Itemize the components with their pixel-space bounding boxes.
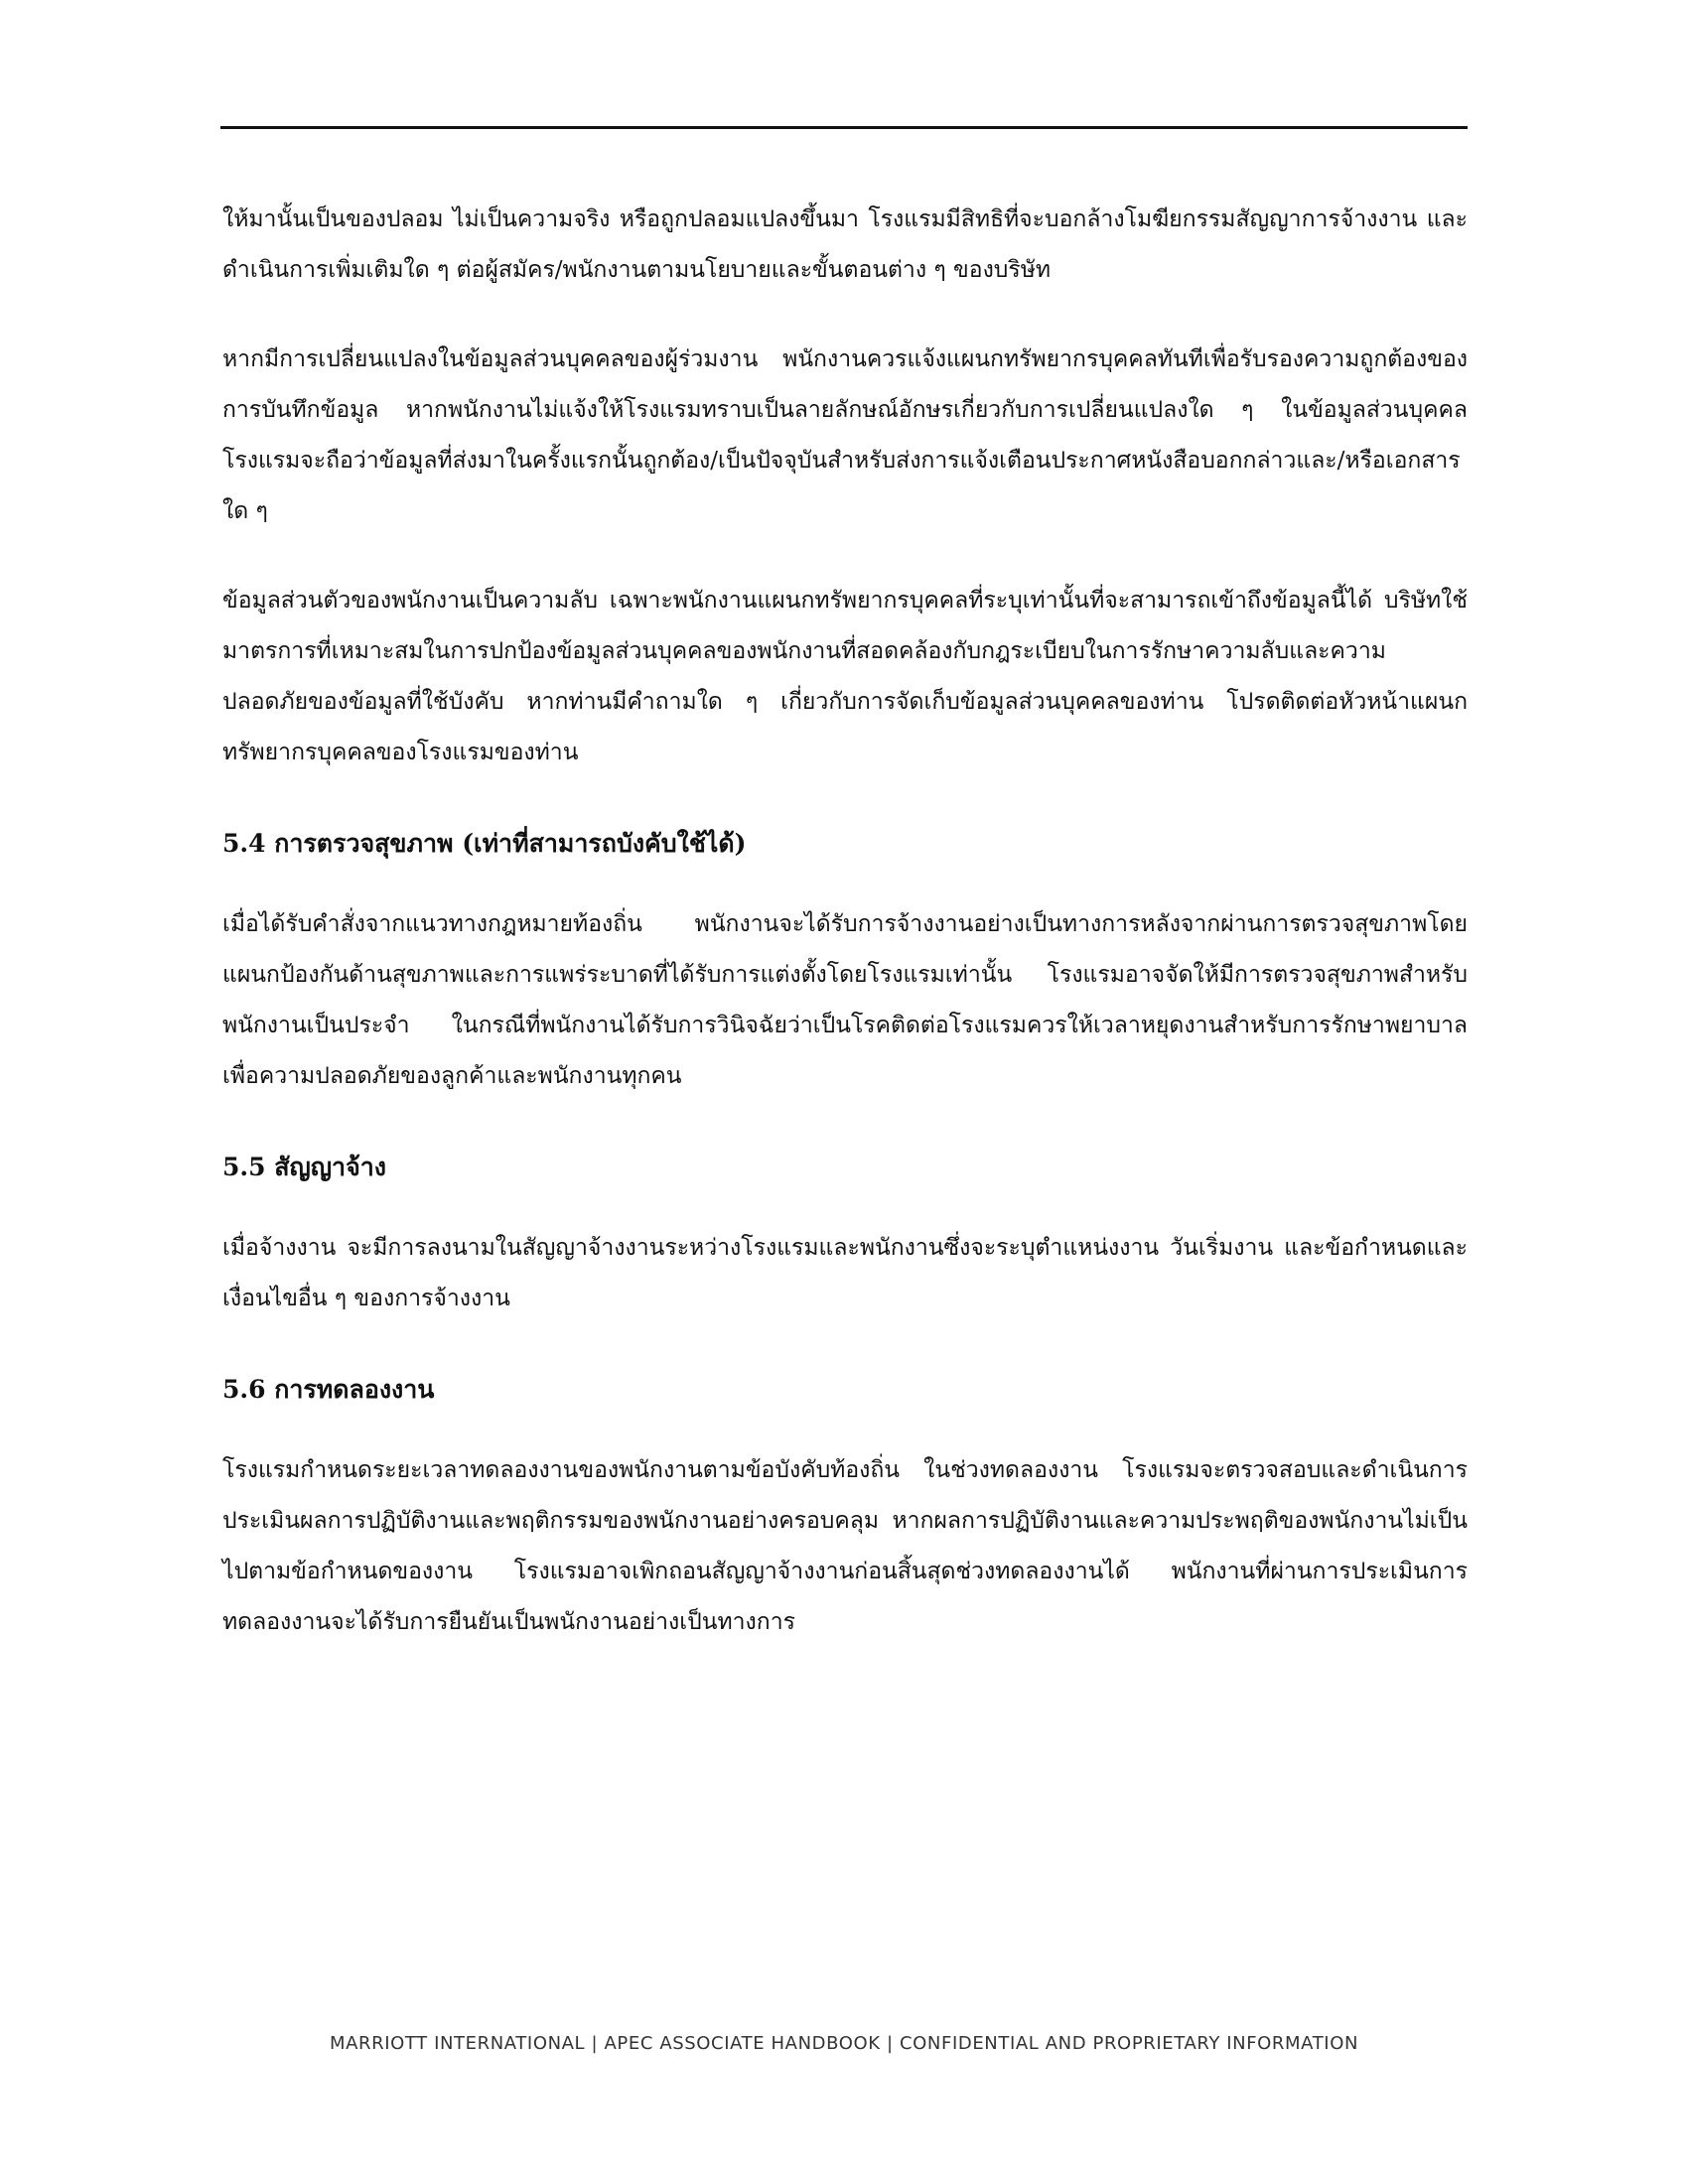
paragraph-personal-data-changes: หากมีการเปลี่ยนแปลงในข้อมูลส่วนบุคคลของผู้ร่วมงาน พนักงานควรแจ้งแผนกทรัพยากรบุคคลทันทีเพื่อรับรองความถูกต้องของการบันทึกข้อมูล หากพนักงานไม่แจ้งให้โรงแรมทราบเป็นลายลักษณ์อักษรเกี่ยวกับการเปลี่ยนแปลงใด ๆ ในข้อมูลส่วนบุคคล โรงแรมจะถือว่าข้อมูลที่ส่งมาในครั้งแรกนั้นถูกต้อง/เป็นปัจจุบันสำหรับส่งการแจ้งเตือนประกาศหนังสือบอกกล่าวและ/หรือเอกสารใด ๆ	[222, 346, 1468, 524]
section-body-5-4: เมื่อได้รับคำสั่งจากแนวทางกฎหมายท้องถิ่น พนักงานจะได้รับการจ้างงานอย่างเป็นทางการหลังจากผ่านการตรวจสุขภาพโดยแผนกป้องกันด้านสุขภาพและการแพร่ระบาดที่ได้รับการแต่งตั้งโดยโรงแรมเท่านั้น โรงแรมอาจจัดให้มีการตรวจสุขภาพสำหรับพนักงานเป็นประจำ ในกรณีที่พนักงานได้รับการวินิจฉัยว่าเป็นโรคติดต่อโรงแรมควรให้เวลาหยุดงานสำหรับการรักษาพยาบาลเพื่อความปลอดภัยของลูกค้าและพนักงานทุกคน	[222, 911, 1468, 1089]
section-body-5-6: โรงแรมกำหนดระยะเวลาทดลองงานของพนักงานตามข้อบังคับท้องถิ่น ในช่วงทดลองงาน โรงแรมจะตรวจสอบและดำเนินการประเมินผลการปฏิบัติงานและพฤติกรรมของพนักงานอย่างครอบคลุม หากผลการปฏิบัติงานและความประพฤติของพนักงานไม่เป็นไปตามข้อกำหนดของงาน โรงแรมอาจเพิกถอนสัญญาจ้างงานก่อนสิ้นสุดช่วงทดลองงานได้ พนักงานที่ผ่านการประเมินการทดลองงานจะได้รับการยืนยันเป็นพนักงานอย่างเป็นทางการ	[222, 1457, 1468, 1635]
page-footer: MARRIOTT INTERNATIONAL | APEC ASSOCIATE HANDBOOK | CONFIDENTIAL AND PROPRIETARY INFORMATION	[329, 2033, 1359, 2054]
section-heading-5-6: 5.6 การทดลองงาน	[222, 1375, 435, 1404]
page-content	[222, 195, 1468, 1648]
paragraph-falsified-info: ให้มานั้นเป็นของปลอม ไม่เป็นความจริง หรือถูกปลอมแปลงขึ้นมา โรงแรมมีสิทธิที่จะบอกล้างโมฆียกรรมสัญญาการจ้างงาน และดำเนินการเพิ่มเติมใด ๆ ต่อผู้สมัคร/พนักงานตามนโยบายและขั้นตอนต่าง ๆ ของบริษัท	[222, 206, 1468, 283]
section-heading-5-4: 5.4 การตรวจสุขภาพ (เท่าที่สามารถบังคับใช้ได้)	[222, 829, 747, 858]
paragraph-confidentiality: ข้อมูลส่วนตัวของพนักงานเป็นความลับ เฉพาะพนักงานแผนกทรัพยากรบุคคลที่ระบุเท่านั้นที่จะสามารถเข้าถึงข้อมูลนี้ได้ บริษัทใช้มาตรการที่เหมาะสมในการปกป้องข้อมูลส่วนบุคคลของพนักงานที่สอดคล้องกับกฎระเบียบในการรักษาความลับและความปลอดภัยของข้อมูลที่ใช้บังคับ หากท่านมีคำถามใด ๆ เกี่ยวกับการจัดเก็บข้อมูลส่วนบุคคลของท่าน โปรดติดต่อหัวหน้าแผนกทรัพยากรบุคคลของโรงแรมของท่าน	[222, 588, 1468, 765]
section-heading-5-5: 5.5 สัญญาจ้าง	[222, 1153, 386, 1181]
header-rule	[220, 126, 1468, 129]
section-body-5-5: เมื่อจ้างงาน จะมีการลงนามในสัญญาจ้างงานระหว่างโรงแรมและพนักงานซึ่งจะระบุตำแหน่งงาน วันเริ่มงาน และข้อกำหนดและเงื่อนไขอื่น ๆ ของการจ้างงาน	[222, 1235, 1468, 1311]
